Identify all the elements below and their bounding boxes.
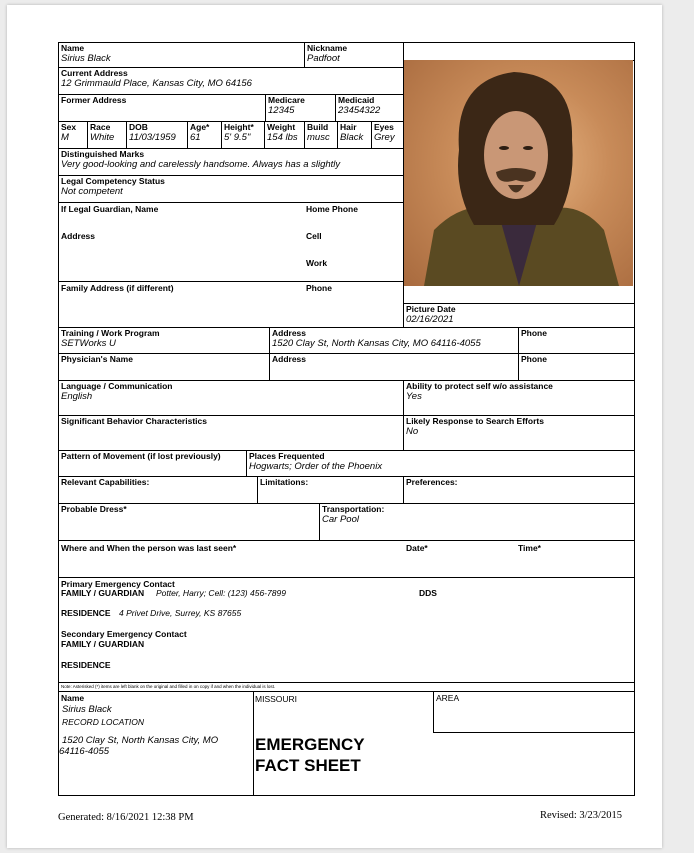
- name-cell: [58, 42, 305, 68]
- height-label: Height*: [224, 122, 254, 132]
- training-address-label: Address: [272, 328, 307, 338]
- protect-self-label: Ability to protect self w/o assistance: [406, 381, 553, 391]
- physician-cell: [58, 353, 270, 381]
- last-seen-label: Where and When the person was last seen*: [61, 543, 237, 553]
- bottom-name-label: Name: [61, 693, 85, 703]
- age-cell: [187, 121, 222, 149]
- age-value: 61: [190, 132, 201, 143]
- language-cell: [58, 380, 404, 416]
- dress-label: Probable Dress*: [61, 504, 127, 514]
- former-address-cell: [58, 94, 266, 122]
- eyes-value: Grey: [374, 132, 395, 143]
- capabilities-label: Relevant Capabilities:: [61, 477, 150, 487]
- sex-value: M: [61, 132, 69, 143]
- last-seen-date-label: Date*: [406, 543, 428, 553]
- nickname-value: Padfoot: [307, 53, 340, 64]
- training-phone-cell: [518, 327, 635, 354]
- race-value: White: [90, 132, 115, 143]
- last-seen-cell: [58, 540, 635, 578]
- nickname-cell: [304, 42, 404, 68]
- medicare-value: 12345: [268, 105, 295, 116]
- emergency-contacts-cell: [58, 577, 635, 683]
- bottom-name-value: Sirius Black: [62, 704, 112, 715]
- legal-competency-value: Not competent: [61, 186, 123, 197]
- legal-competency-cell: [58, 175, 404, 203]
- dds-label: DDS: [419, 588, 437, 598]
- current-address-label: Current Address: [61, 68, 128, 78]
- dress-cell: [58, 503, 320, 541]
- picture-date-label: Picture Date: [406, 304, 456, 314]
- limitations-label: Limitations:: [260, 477, 309, 487]
- capabilities-cell: [58, 476, 258, 504]
- distinguished-marks-value: Very good-looking and carelessly handsome. Always has a slightly: [61, 159, 341, 170]
- preferences-label: Preferences:: [406, 477, 458, 487]
- name-value: Sirius Black: [61, 53, 111, 64]
- hair-value: Black: [340, 132, 364, 143]
- dob-value: 11/03/1959: [129, 132, 176, 143]
- photo-header-cell: [403, 42, 635, 61]
- height-cell: [221, 121, 265, 149]
- protect-self-cell: [403, 380, 635, 416]
- state-label: MISSOURI: [255, 694, 298, 704]
- home-phone-label: Home Phone: [306, 204, 358, 214]
- medicare-cell: [265, 94, 336, 122]
- transportation-label: Transportation:: [322, 504, 385, 514]
- training-phone-label: Phone: [521, 328, 547, 338]
- medicaid-cell: [335, 94, 404, 122]
- search-response-label: Likely Response to Search Efforts: [406, 416, 544, 426]
- height-value: 5' 9.5": [224, 132, 251, 143]
- preferences-cell: [403, 476, 635, 504]
- primary-guardian-value: Potter, Harry; Cell: (123) 456-7899: [156, 588, 286, 598]
- name-label: Name: [61, 43, 85, 53]
- secondary-residence-label: RESIDENCE: [61, 660, 111, 670]
- primary-residence-value: 4 Privet Drive, Surrey, KS 87655: [119, 608, 242, 618]
- weight-value: 154 lbs: [267, 132, 298, 143]
- eyes-label: Eyes: [374, 122, 394, 132]
- bottom-left-cell: [58, 691, 254, 796]
- area-label: AREA: [436, 693, 460, 703]
- build-label: Build: [307, 122, 329, 132]
- build-value: musc: [307, 132, 330, 143]
- primary-guardian-label: FAMILY / GUARDIAN: [61, 588, 145, 598]
- hair-label: Hair: [340, 122, 357, 132]
- training-label: Training / Work Program: [61, 328, 160, 338]
- bottom-address-line2: 64116-4055: [59, 746, 110, 757]
- protect-self-value: Yes: [406, 391, 422, 402]
- hair-cell: [337, 121, 372, 149]
- cell-label: Cell: [306, 231, 322, 241]
- search-response-value: No: [406, 426, 419, 437]
- distinguished-marks-label: Distinguished Marks: [61, 149, 145, 159]
- training-value: SETWorks U: [61, 338, 116, 349]
- sex-cell: [58, 121, 88, 149]
- medicare-label: Medicare: [268, 95, 305, 105]
- picture-date-value: 02/16/2021: [406, 314, 454, 325]
- training-address-cell: [269, 327, 519, 354]
- age-label: Age*: [190, 122, 210, 132]
- picture-date-cell: [403, 303, 635, 328]
- medicaid-value: 23454322: [338, 105, 381, 116]
- work-label: Work: [306, 258, 328, 268]
- language-label: Language / Communication: [61, 381, 173, 391]
- physician-phone-label: Phone: [521, 354, 547, 364]
- limitations-cell: [257, 476, 404, 504]
- race-cell: [87, 121, 127, 149]
- footnote-text: Note: Asterisked (*) items are left blank on the original and filled in on copy if and when the individual is lost.: [61, 684, 276, 689]
- movement-label: Pattern of Movement (if lost previously): [61, 451, 221, 461]
- record-location-label: RECORD LOCATION: [62, 717, 145, 727]
- current-address-value: 12 Grimmauld Place, Kansas City, MO 64156: [61, 78, 252, 89]
- physician-address-cell: [269, 353, 519, 381]
- revised-date: Revised: 3/23/2015: [540, 810, 622, 821]
- family-address-label: Family Address (if different): [61, 283, 174, 293]
- family-phone-label: Phone: [306, 283, 332, 293]
- sex-label: Sex: [61, 122, 77, 132]
- places-label: Places Frequented: [249, 451, 325, 461]
- dob-label: DOB: [129, 122, 148, 132]
- portrait-image: [404, 60, 633, 286]
- movement-cell: [58, 450, 247, 477]
- behavior-label: Significant Behavior Characteristics: [61, 416, 207, 426]
- training-cell: [58, 327, 270, 354]
- form-title-line1: EMERGENCY: [255, 735, 365, 754]
- nickname-label: Nickname: [307, 43, 348, 53]
- physician-address-label: Address: [272, 354, 307, 364]
- build-cell: [304, 121, 338, 149]
- current-address-cell: [58, 67, 404, 95]
- guardian-address-label: Address: [61, 231, 96, 241]
- guardian-cell: [58, 202, 404, 282]
- behavior-cell: [58, 415, 404, 451]
- places-value: Hogwarts; Order of the Phoenix: [249, 461, 383, 472]
- weight-label: Weight: [267, 122, 296, 132]
- eyes-cell: [371, 121, 404, 149]
- last-seen-time-label: Time*: [518, 543, 541, 553]
- legal-competency-label: Legal Competency Status: [61, 176, 165, 186]
- medicaid-label: Medicaid: [338, 95, 375, 105]
- dob-cell: [126, 121, 188, 149]
- physician-phone-cell: [518, 353, 635, 381]
- former-address-label: Former Address: [61, 95, 127, 105]
- portrait-photo: [404, 60, 633, 286]
- language-value: English: [61, 391, 93, 402]
- guardian-name-label: If Legal Guardian, Name: [61, 204, 159, 214]
- weight-cell: [264, 121, 305, 149]
- primary-contact-label: Primary Emergency Contact: [61, 579, 175, 589]
- race-label: Race: [90, 122, 111, 132]
- places-cell: [246, 450, 635, 477]
- training-address-value: 1520 Clay St, North Kansas City, MO 64116-4055: [272, 338, 481, 349]
- generated-timestamp: Generated: 8/16/2021 12:38 PM: [58, 812, 194, 823]
- search-response-cell: [403, 415, 635, 451]
- area-cell: [433, 691, 635, 733]
- transportation-value: Car Pool: [322, 514, 359, 525]
- secondary-contact-label: Secondary Emergency Contact: [61, 629, 187, 639]
- physician-label: Physician's Name: [61, 354, 133, 364]
- secondary-guardian-label: FAMILY / GUARDIAN: [61, 639, 145, 649]
- primary-residence-label: RESIDENCE: [61, 608, 111, 618]
- distinguished-marks-cell: [58, 148, 404, 176]
- bottom-address-line1: 1520 Clay St, North Kansas City, MO: [62, 735, 219, 746]
- family-address-cell: [58, 281, 404, 328]
- transportation-cell: [319, 503, 635, 541]
- form-title-line2: FACT SHEET: [255, 756, 361, 775]
